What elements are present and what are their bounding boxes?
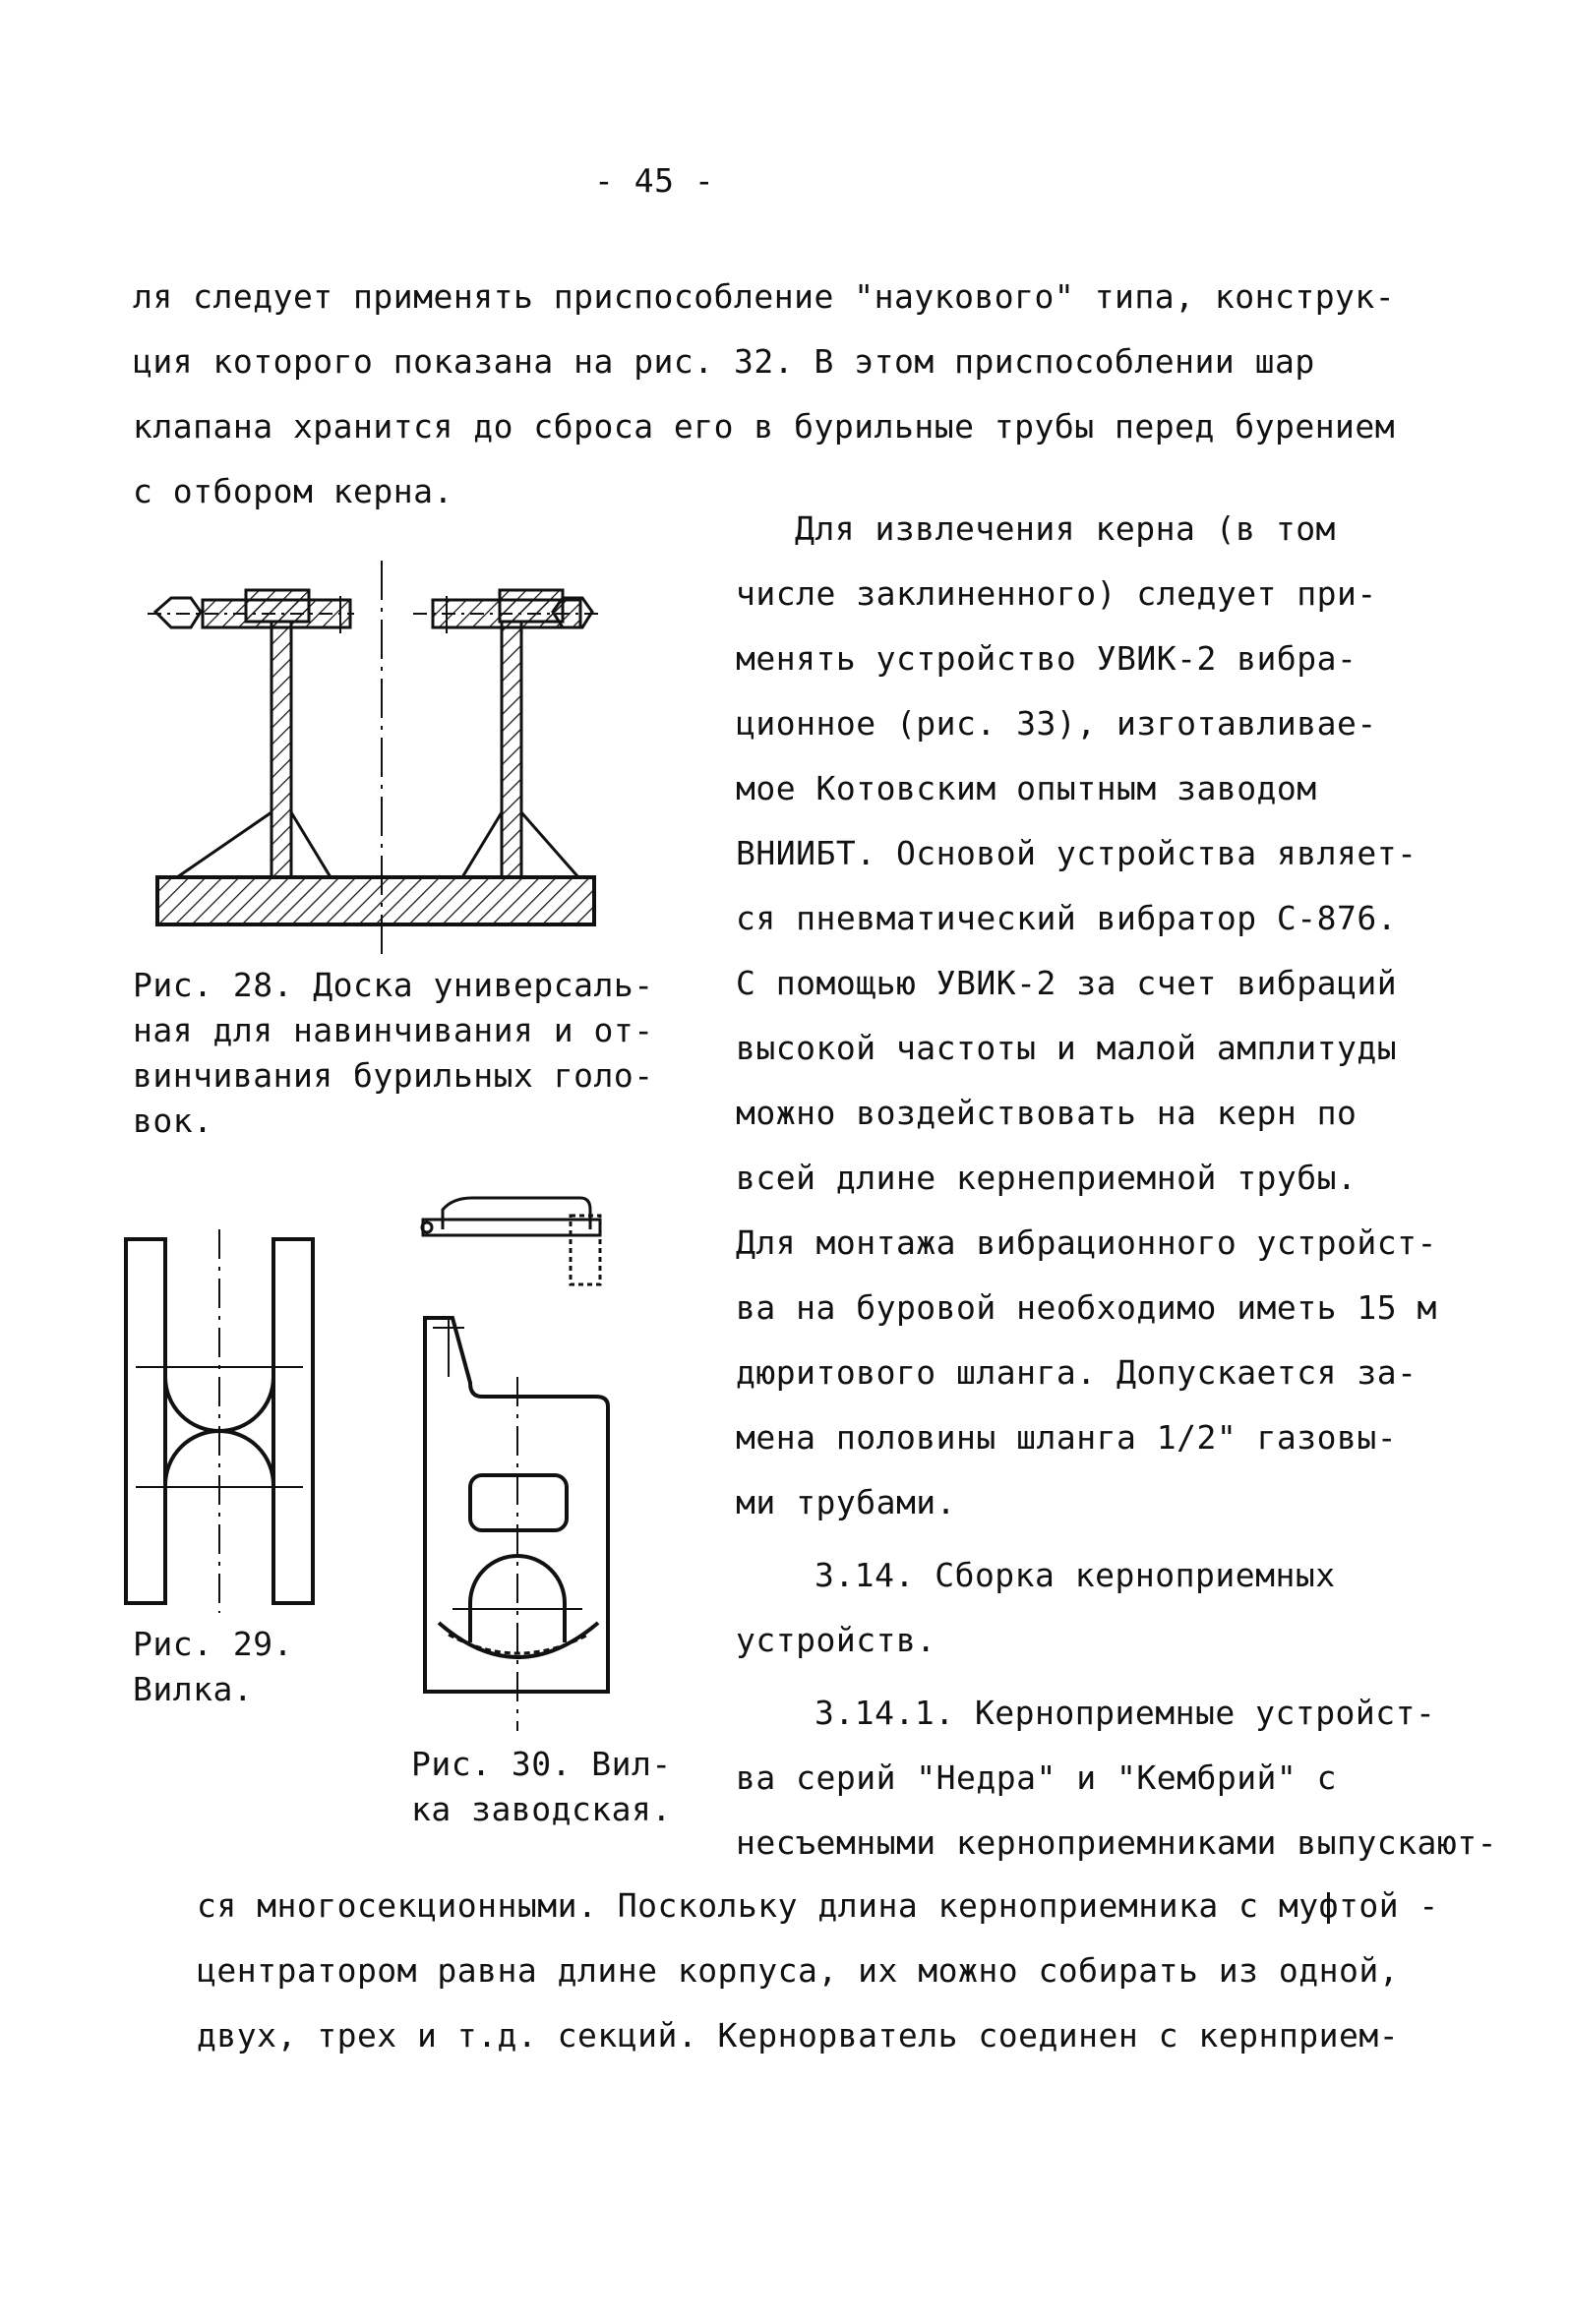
body-line: ция которого показана на рис. 32. В этом приспособлении шар — [133, 342, 1315, 381]
figure-28-caption: ная для навинчивания и от- — [133, 1011, 654, 1049]
left-post — [177, 590, 331, 877]
body-line: с отбором керна. — [133, 472, 453, 510]
base-plate — [157, 877, 594, 924]
figure-29-fork-drawing — [116, 1229, 313, 1613]
right-column-line: дюритового шланга. Допускается за- — [736, 1353, 1418, 1392]
section-heading: 3.14. Сборка керноприемных — [815, 1556, 1336, 1594]
right-column-line: ционное (рис. 33), изготавливае- — [736, 704, 1377, 743]
right-column-line: ва на буровой необходимо иметь 15 м — [736, 1288, 1437, 1327]
fork-top-detail — [422, 1198, 600, 1284]
right-column-line: всей длине кернеприемной трубы. — [736, 1159, 1358, 1197]
right-column-line: высокой частоты и малой амплитуды — [736, 1029, 1398, 1067]
right-column-line: ми трубами. — [736, 1483, 957, 1521]
body-line: центратором равна длине корпуса, их можно собирать из одной, — [197, 1951, 1400, 1990]
figure-30-factory-fork-drawing — [413, 1180, 639, 1731]
right-column-line: мена половины шланга 1/2" газовы- — [736, 1418, 1398, 1457]
figure-28-caption: вок. — [133, 1102, 213, 1140]
right-bolt — [413, 596, 600, 633]
right-column-line: С помощью УВИК-2 за счет вибраций — [736, 964, 1398, 1002]
right-column-line: мое Котовским опытным заводом — [736, 769, 1317, 807]
section-heading: устройств. — [736, 1621, 936, 1659]
body-line: ля следует применять приспособление "наукового" типа, конструк- — [133, 277, 1396, 316]
figure-29-caption: Вилка. — [133, 1670, 254, 1708]
left-bolt — [148, 596, 354, 633]
figure-30-caption: Рис. 30. Вил- — [411, 1745, 672, 1783]
right-column-line: ВНИИБТ. Основой устройства являет- — [736, 834, 1418, 872]
figure-28-caption: Рис. 28. Доска универсаль- — [133, 966, 654, 1004]
figure-29-caption: Рис. 29. — [133, 1625, 293, 1663]
body-line: ся многосекционными. Поскольку длина керноприемника с муфтой - — [197, 1886, 1439, 1925]
right-column-line: Для монтажа вибрационного устройст- — [736, 1223, 1437, 1262]
page-number: - 45 - — [594, 161, 715, 200]
right-column-line: менять устройство УВИК-2 вибра- — [736, 639, 1358, 678]
figure-28-board-drawing — [138, 561, 610, 954]
body-line: клапана хранится до сброса его в бурильные трубы перед бурением — [133, 407, 1396, 446]
right-post — [462, 590, 578, 877]
figure-30-caption: ка заводская. — [411, 1790, 672, 1828]
right-column-line: можно воздействовать на керн по — [736, 1094, 1358, 1132]
figure-28-caption: винчивания бурильных голо- — [133, 1056, 654, 1095]
right-column-line: ся пневматический вибратор С-876. — [736, 899, 1398, 937]
fork-body — [425, 1318, 608, 1731]
right-column-line: несъемными керноприемниками выпускают- — [736, 1823, 1497, 1862]
body-line: двух, трех и т.д. секций. Кернорватель соединен с кернприем- — [197, 2016, 1400, 2055]
right-column-line: ва серий "Недра" и "Кембрий" с — [736, 1758, 1338, 1797]
right-column-line: 3.14.1. Керноприемные устройст- — [815, 1694, 1436, 1732]
right-column-line: Для извлечения керна (в том — [795, 509, 1336, 548]
right-column-line: числе заклиненного) следует при- — [736, 574, 1377, 613]
